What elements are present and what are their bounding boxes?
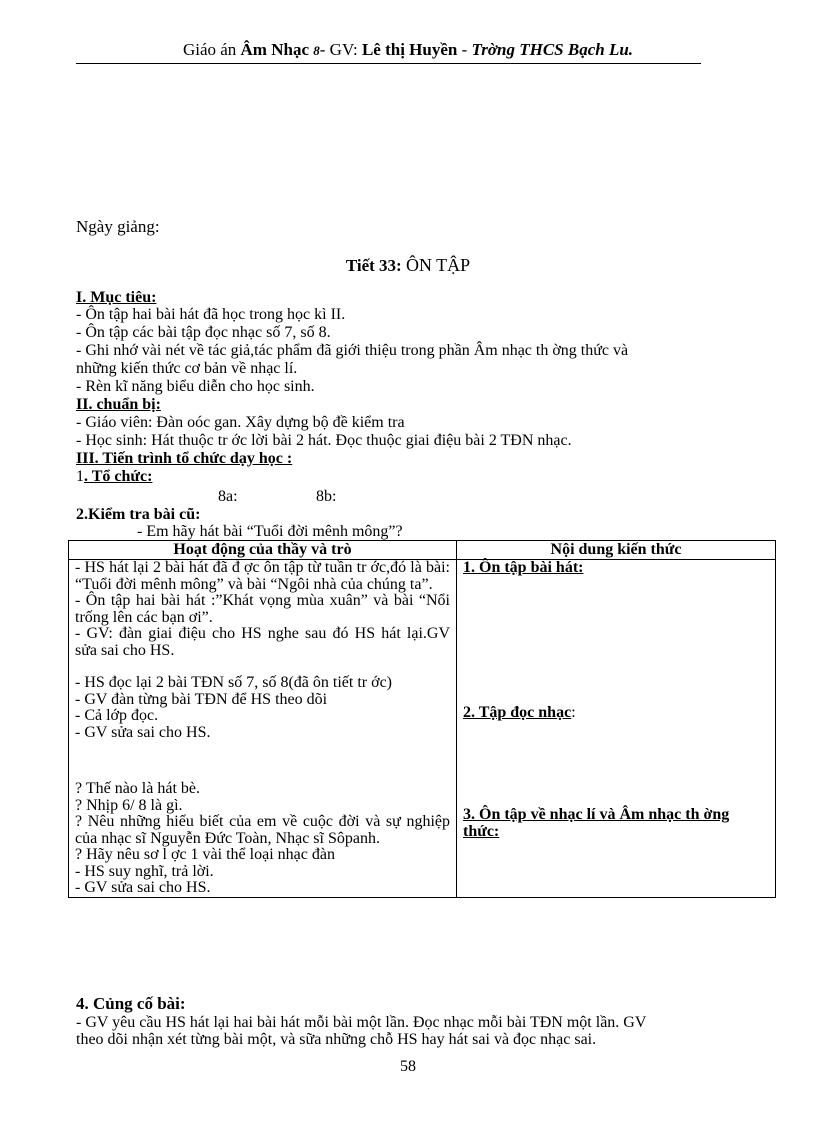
content-heading-sightreading-label: 2. Tập đọc nhạc bbox=[463, 703, 572, 721]
content-heading-songs: 1. Ôn tập bài hát: bbox=[463, 559, 584, 576]
header-subject: Âm Nhạc bbox=[240, 40, 309, 59]
section3-heading: III. Tiến trình tổ chức dạy học : bbox=[76, 450, 293, 467]
activity-line: ? Thế nào là hát bè. bbox=[75, 780, 200, 797]
section1-item: - Ghi nhớ vài nét về tác giả,tác phẩm đã giới thiệu trong phần Âm nhạc th ờng thức và bbox=[76, 342, 629, 359]
step1-num: 1 bbox=[76, 468, 84, 485]
step2-heading: 2.Kiểm tra bài cũ: bbox=[76, 506, 201, 523]
class-8b: 8b: bbox=[316, 488, 337, 505]
activity-line: - HS suy nghĩ, trả lời. bbox=[75, 862, 214, 880]
section1-item: những kiến thức cơ bản về nhạc lí. bbox=[76, 360, 298, 377]
header-rule bbox=[76, 63, 701, 64]
step2-question: - Em hãy hát bài “Tuổi đời mênh mông”? bbox=[137, 523, 403, 540]
section1-item: - Ôn tập các bài tập đọc nhạc số 7, số 8. bbox=[76, 324, 331, 341]
step4-text: - GV yêu cầu HS hát lại hai bài hát mỗi bài một lần. Đọc nhạc mỗi bài TĐN một lần. GV bbox=[76, 1014, 647, 1031]
activity-line: - HS đọc lại 2 bài TĐN số 7, số 8(đã ôn tiết tr ớc) bbox=[75, 674, 392, 691]
page-header bbox=[0, 40, 816, 60]
lesson-title bbox=[0, 255, 816, 276]
header-teacher-prefix: - GV: bbox=[319, 40, 358, 59]
activity-line: ? Nhịp 6/ 8 là gì. bbox=[75, 796, 183, 814]
section1-item: - Ôn tập hai bài hát đã học trong học kì II. bbox=[76, 306, 346, 323]
spacer bbox=[75, 659, 450, 675]
activity-line: - GV sửa sai cho HS. bbox=[75, 723, 211, 741]
table-header-content: Nội dung kiến thức bbox=[457, 541, 776, 560]
table-header-activity: Hoạt động của thầy và trò bbox=[69, 541, 457, 560]
lesson-number: Tiết 33: bbox=[345, 256, 402, 275]
table-header-row bbox=[69, 541, 776, 560]
content-cell bbox=[457, 560, 776, 898]
step4-text: theo dõi nhận xét từng bài một, và sữa những chỗ HS hay hát sai và đọc nhạc sai. bbox=[76, 1031, 597, 1048]
header-sep: - bbox=[461, 40, 468, 59]
activity-line: - Ôn tập hai bài hát :”Khát vọng mùa xuân” và bài “Nổi trống lên các bạn ơi”. bbox=[75, 592, 450, 626]
section1-item: - Rèn kĩ năng biểu diễn cho học sinh. bbox=[76, 378, 315, 395]
page-number: 58 bbox=[400, 1058, 416, 1075]
lesson-name: ÔN TẬP bbox=[405, 255, 471, 275]
activity-line: ? Hãy nêu sơ l ợc 1 vài thể loại nhạc đàn bbox=[75, 846, 335, 863]
spacer bbox=[75, 741, 450, 781]
content-heading-colon: : bbox=[571, 703, 576, 721]
section2-item: - Giáo viên: Đàn oóc gan. Xây dựng bộ đề kiểm tra bbox=[76, 414, 405, 431]
activity-cell bbox=[69, 560, 457, 898]
header-prefix: Giáo án bbox=[182, 40, 237, 59]
content-heading-theory: 3. Ôn tập về nhạc lí và Âm nhạc th ờng thức: bbox=[463, 806, 730, 840]
activity-table bbox=[68, 540, 776, 898]
activity-line: - GV đàn từng bài TĐN để HS theo dõi bbox=[75, 690, 328, 708]
class-8a: 8a: bbox=[218, 488, 238, 505]
section1-heading: I. Mục tiêu: bbox=[76, 289, 157, 306]
table-row bbox=[69, 560, 776, 898]
header-school: Trờng THCS Bạch Lu. bbox=[471, 40, 634, 59]
date-line: Ngày giảng: bbox=[76, 217, 160, 236]
header-grade: 8 bbox=[313, 43, 320, 58]
activity-line: ? Nêu những hiểu biết của em về cuộc đời và sự nghiệp của nhạc sĩ Nguyễn Đức Toàn, Nhạc sĩ Sôpanh. bbox=[75, 813, 450, 847]
section2-item: - Học sinh: Hát thuộc tr ớc lời bài 2 hát. Đọc thuộc giai điệu bài 2 TĐN nhạc. bbox=[76, 432, 572, 449]
header-teacher: Lê thị Huyền bbox=[361, 40, 458, 59]
step4-heading: 4. Củng cố bài: bbox=[76, 994, 186, 1013]
activity-line: - HS hát lại 2 bài hát đã đ ợc ôn tập từ tuần tr ớc,đó là bài: “Tuổi đời mênh mông” và bài “Ngôi nhà của chúng ta”. bbox=[75, 559, 450, 593]
activity-line: - GV: đàn giai điệu cho HS nghe sau đó HS hát lại.GV sửa sai cho HS. bbox=[75, 625, 450, 659]
section2-heading: II. chuẩn bị: bbox=[76, 396, 161, 413]
activity-line: - Cả lớp đọc. bbox=[75, 707, 159, 724]
activity-line: - GV sửa sai cho HS. bbox=[75, 879, 211, 896]
content-heading-sightreading bbox=[463, 705, 769, 722]
step1-heading bbox=[76, 468, 152, 485]
step1-label: . Tổ chức: bbox=[84, 468, 153, 485]
